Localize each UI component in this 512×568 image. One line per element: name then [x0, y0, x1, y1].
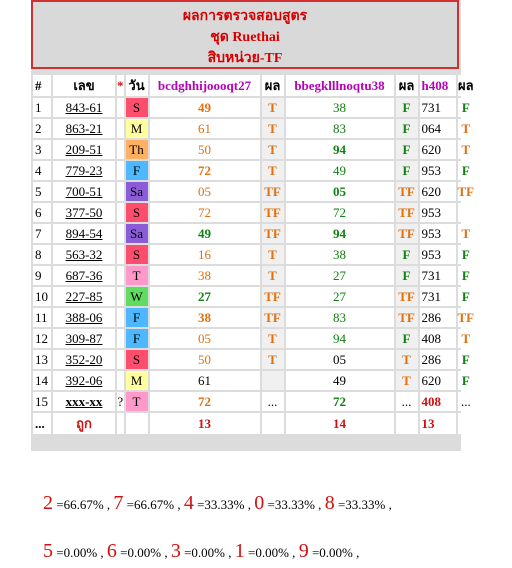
star-cell [117, 287, 124, 306]
result-a-value: T [262, 161, 284, 180]
digit-percent: =0.00% , [244, 545, 299, 560]
table-row [33, 161, 474, 180]
result-a-value: TF [262, 203, 284, 222]
row-number: 14 [33, 371, 51, 390]
row-number: 12 [33, 329, 51, 348]
day-badge: S [126, 98, 148, 117]
result-a-value: ... [262, 392, 284, 411]
day-badge: F [126, 308, 148, 327]
digit-percent: =0.00% , [116, 545, 171, 560]
table-row [33, 308, 474, 327]
header-title: ผลการตรวจสอบสูตร [182, 9, 308, 24]
day-badge: Sa [126, 182, 148, 201]
result-c-value: F [458, 350, 475, 369]
row-number: 7 [33, 224, 51, 243]
table-row [33, 224, 474, 243]
result-b-value: TF [396, 287, 418, 306]
formula-c-value: 620 [420, 182, 456, 201]
formula-b-value: 94 [286, 329, 394, 348]
col-formula-a: bcdghhijoooqt27 [150, 75, 260, 96]
result-a-value: TF [262, 182, 284, 201]
formula-c-value: 953 [420, 161, 456, 180]
result-c-value: T [458, 329, 475, 348]
formula-c-value: 286 [420, 308, 456, 327]
table-row [33, 266, 474, 285]
formula-b-value: 83 [286, 119, 394, 138]
lek-value [53, 245, 115, 264]
row-number: 2 [33, 119, 51, 138]
star-cell [117, 161, 124, 180]
formula-a-value: 72 [150, 203, 260, 222]
formula-c-value: 731 [420, 266, 456, 285]
summary-ellipsis: ... [33, 413, 51, 434]
row-number: 11 [33, 308, 51, 327]
result-b-value: ... [396, 392, 418, 411]
formula-c-value: 408 [420, 329, 456, 348]
result-a-value: T [262, 119, 284, 138]
day-badge: M [126, 119, 148, 138]
result-b-value: TF [396, 224, 418, 243]
table-row [33, 329, 474, 348]
formula-b-value: 49 [286, 371, 394, 390]
result-c-value: T [458, 119, 475, 138]
stats-line-1 [43, 492, 392, 515]
day-badge: S [126, 245, 148, 264]
lek-text: 563-32 [65, 246, 103, 262]
lek-value [53, 350, 115, 369]
table-row [33, 182, 474, 201]
row-number: 5 [33, 182, 51, 201]
summary-pad [117, 413, 124, 434]
lek-text: 779-23 [65, 162, 103, 178]
digit-value: 0 [254, 492, 265, 514]
formula-c-value: 953 [420, 224, 456, 243]
result-c-value: TF [458, 308, 475, 327]
digit-percent: =33.33% , [193, 497, 255, 512]
result-c-value: ... [458, 392, 475, 411]
row-number: 6 [33, 203, 51, 222]
lek-value [53, 392, 115, 411]
lek-text: 309-87 [65, 330, 103, 346]
row-number: 3 [33, 140, 51, 159]
digit-value: 5 [43, 540, 53, 562]
digit-value: 3 [170, 540, 181, 562]
lek-text: 700-51 [65, 183, 103, 199]
stats-line-2 [43, 540, 359, 563]
result-b-value: T [396, 350, 418, 369]
result-a-value: T [262, 266, 284, 285]
lek-text: 392-06 [65, 372, 103, 388]
digit-percent: =0.00% , [53, 545, 107, 560]
result-a-value: T [262, 350, 284, 369]
col-result-b: ผล [396, 75, 418, 96]
result-c-value: F [458, 245, 475, 264]
lek-value [53, 308, 115, 327]
table-row [33, 140, 474, 159]
formula-a-value: 61 [150, 371, 260, 390]
result-c-value: TF [458, 182, 475, 201]
lek-value [53, 287, 115, 306]
day-badge: F [126, 329, 148, 348]
formula-c-value: 620 [420, 371, 456, 390]
formula-a-value: 38 [150, 266, 260, 285]
table-row [33, 350, 474, 369]
formula-a-value: 72 [150, 161, 260, 180]
digit-value: 6 [106, 540, 117, 562]
table-header-row [33, 75, 474, 96]
formula-a-value: 61 [150, 119, 260, 138]
lek-value [53, 98, 115, 117]
digit-value: 4 [183, 492, 194, 514]
result-c-value: F [458, 371, 475, 390]
formula-a-value: 27 [150, 287, 260, 306]
row-number: 8 [33, 245, 51, 264]
day-badge: Th [126, 140, 148, 159]
table-row [33, 287, 474, 306]
star-cell [117, 308, 124, 327]
summary-pad [262, 413, 284, 434]
day-badge: S [126, 203, 148, 222]
lek-value [53, 140, 115, 159]
col-star: * [117, 75, 124, 96]
result-b-value: F [396, 98, 418, 117]
header-set-name: ชุด Ruethai [210, 30, 280, 45]
day-badge: T [126, 266, 148, 285]
lek-text: 894-54 [65, 225, 103, 241]
summary-count-c: 13 [420, 413, 456, 434]
row-number: 13 [33, 350, 51, 369]
result-b-value: TF [396, 182, 418, 201]
digit-value: 8 [324, 492, 335, 514]
day-badge: S [126, 350, 148, 369]
result-a-value: T [262, 329, 284, 348]
star-cell [117, 245, 124, 264]
lek-value [53, 329, 115, 348]
formula-b-value: 94 [286, 224, 394, 243]
summary-pad [396, 413, 418, 434]
row-number: 1 [33, 98, 51, 117]
summary-pad [458, 413, 475, 434]
star-cell [117, 203, 124, 222]
formula-b-value: 72 [286, 392, 394, 411]
formula-a-value: 38 [150, 308, 260, 327]
lek-text: 209-51 [65, 141, 103, 157]
digit-percent: =0.00% , [308, 545, 360, 560]
formula-a-value: 50 [150, 350, 260, 369]
formula-a-value: 16 [150, 245, 260, 264]
digit-value: 1 [234, 540, 245, 562]
lek-value [53, 119, 115, 138]
lek-text: 863-21 [65, 120, 103, 136]
formula-b-value: 27 [286, 266, 394, 285]
row-number: 15 [33, 392, 51, 411]
formula-c-value: 953 [420, 203, 456, 222]
digit-percent: =66.67% , [53, 497, 114, 512]
digit-percent: =0.00% , [180, 545, 235, 560]
lek-text: 352-20 [65, 351, 103, 367]
digit-value: 2 [43, 492, 53, 514]
digit-value: 9 [298, 540, 309, 562]
col-formula-b: bbegklllnoqtu38 [286, 75, 394, 96]
result-a-value: TF [262, 287, 284, 306]
day-badge: Sa [126, 224, 148, 243]
row-number: 10 [33, 287, 51, 306]
result-b-value: F [396, 119, 418, 138]
lek-value [53, 161, 115, 180]
table-row [33, 98, 474, 117]
formula-b-value: 05 [286, 182, 394, 201]
star-cell [117, 140, 124, 159]
lek-value [53, 182, 115, 201]
digit-stats-panel [31, 468, 451, 568]
day-badge: T [126, 392, 148, 411]
result-c-value: F [458, 161, 475, 180]
col-formula-c: h408 [420, 75, 456, 96]
result-a-value: T [262, 98, 284, 117]
lek-value [53, 371, 115, 390]
result-c-value: T [458, 224, 475, 243]
result-a-value [262, 371, 284, 390]
result-b-value: F [396, 161, 418, 180]
result-c-value: T [458, 140, 475, 159]
day-badge: F [126, 161, 148, 180]
result-c-value: F [458, 98, 475, 117]
result-b-value: TF [396, 308, 418, 327]
lek-text: 227-85 [65, 288, 103, 304]
star-cell [117, 371, 124, 390]
table-row [33, 203, 474, 222]
formula-a-value: 05 [150, 329, 260, 348]
summary-count-a: 13 [150, 413, 260, 434]
lek-value [53, 266, 115, 285]
result-a-value: T [262, 140, 284, 159]
formula-a-value: 49 [150, 224, 260, 243]
result-b-value: F [396, 245, 418, 264]
formula-b-value: 38 [286, 98, 394, 117]
header-subtitle: สิบหน่วย-TF [207, 51, 283, 66]
star-cell [117, 224, 124, 243]
formula-a-value: 72 [150, 392, 260, 411]
formula-b-value: 49 [286, 161, 394, 180]
formula-c-value: 731 [420, 98, 456, 117]
col-lek: เลข [53, 75, 115, 96]
formula-c-value: 408 [420, 392, 456, 411]
star-cell [117, 182, 124, 201]
col-result-a: ผล [262, 75, 284, 96]
formula-c-value: 953 [420, 245, 456, 264]
formula-a-value: 50 [150, 140, 260, 159]
result-a-value: TF [262, 224, 284, 243]
digit-percent: =66.67% , [123, 497, 184, 512]
star-cell: ? [117, 392, 124, 411]
row-number: 4 [33, 161, 51, 180]
formula-c-value: 731 [420, 287, 456, 306]
formula-a-value: 49 [150, 98, 260, 117]
formula-c-value: 286 [420, 350, 456, 369]
star-cell [117, 350, 124, 369]
result-b-value: F [396, 266, 418, 285]
lek-text: 388-06 [65, 309, 103, 325]
star-cell [117, 98, 124, 117]
summary-label: ถูก [53, 413, 115, 434]
star-cell [117, 119, 124, 138]
result-b-value: T [396, 371, 418, 390]
formula-c-value: 620 [420, 140, 456, 159]
result-b-value: TF [396, 203, 418, 222]
result-a-value: TF [262, 308, 284, 327]
result-b-value: F [396, 329, 418, 348]
result-c-value: F [458, 287, 475, 306]
row-number: 9 [33, 266, 51, 285]
lek-text: xxx-xx [65, 393, 103, 409]
formula-b-value: 72 [286, 203, 394, 222]
formula-b-value: 27 [286, 287, 394, 306]
formula-b-value: 94 [286, 140, 394, 159]
summary-count-b: 14 [286, 413, 394, 434]
digit-percent: =33.33% , [264, 497, 325, 512]
result-b-value: F [396, 140, 418, 159]
lek-value [53, 203, 115, 222]
col-day: วัน [126, 75, 148, 96]
lek-text: 377-50 [65, 204, 103, 220]
formula-a-value: 05 [150, 182, 260, 201]
results-header [31, 0, 459, 69]
formula-b-value: 05 [286, 350, 394, 369]
lek-text: 843-61 [65, 99, 103, 115]
summary-pad [126, 413, 148, 434]
summary-row [33, 413, 474, 434]
result-a-value: T [262, 245, 284, 264]
result-c-value [458, 203, 475, 222]
result-c-value: F [458, 266, 475, 285]
digit-value: 7 [113, 492, 124, 514]
lek-text: 687-36 [65, 267, 103, 283]
col-result-c: ผล [458, 75, 475, 96]
table-row [33, 245, 474, 264]
formula-b-value: 83 [286, 308, 394, 327]
digit-percent: =33.33% , [334, 497, 392, 512]
formula-c-value: 064 [420, 119, 456, 138]
table-row [33, 119, 474, 138]
pending-row [33, 392, 474, 411]
results-table [31, 73, 476, 436]
table-row [33, 371, 474, 390]
formula-b-value: 38 [286, 245, 394, 264]
day-badge: W [126, 287, 148, 306]
star-cell [117, 329, 124, 348]
col-num: # [33, 75, 51, 96]
lek-value [53, 224, 115, 243]
day-badge: M [126, 371, 148, 390]
star-cell [117, 266, 124, 285]
